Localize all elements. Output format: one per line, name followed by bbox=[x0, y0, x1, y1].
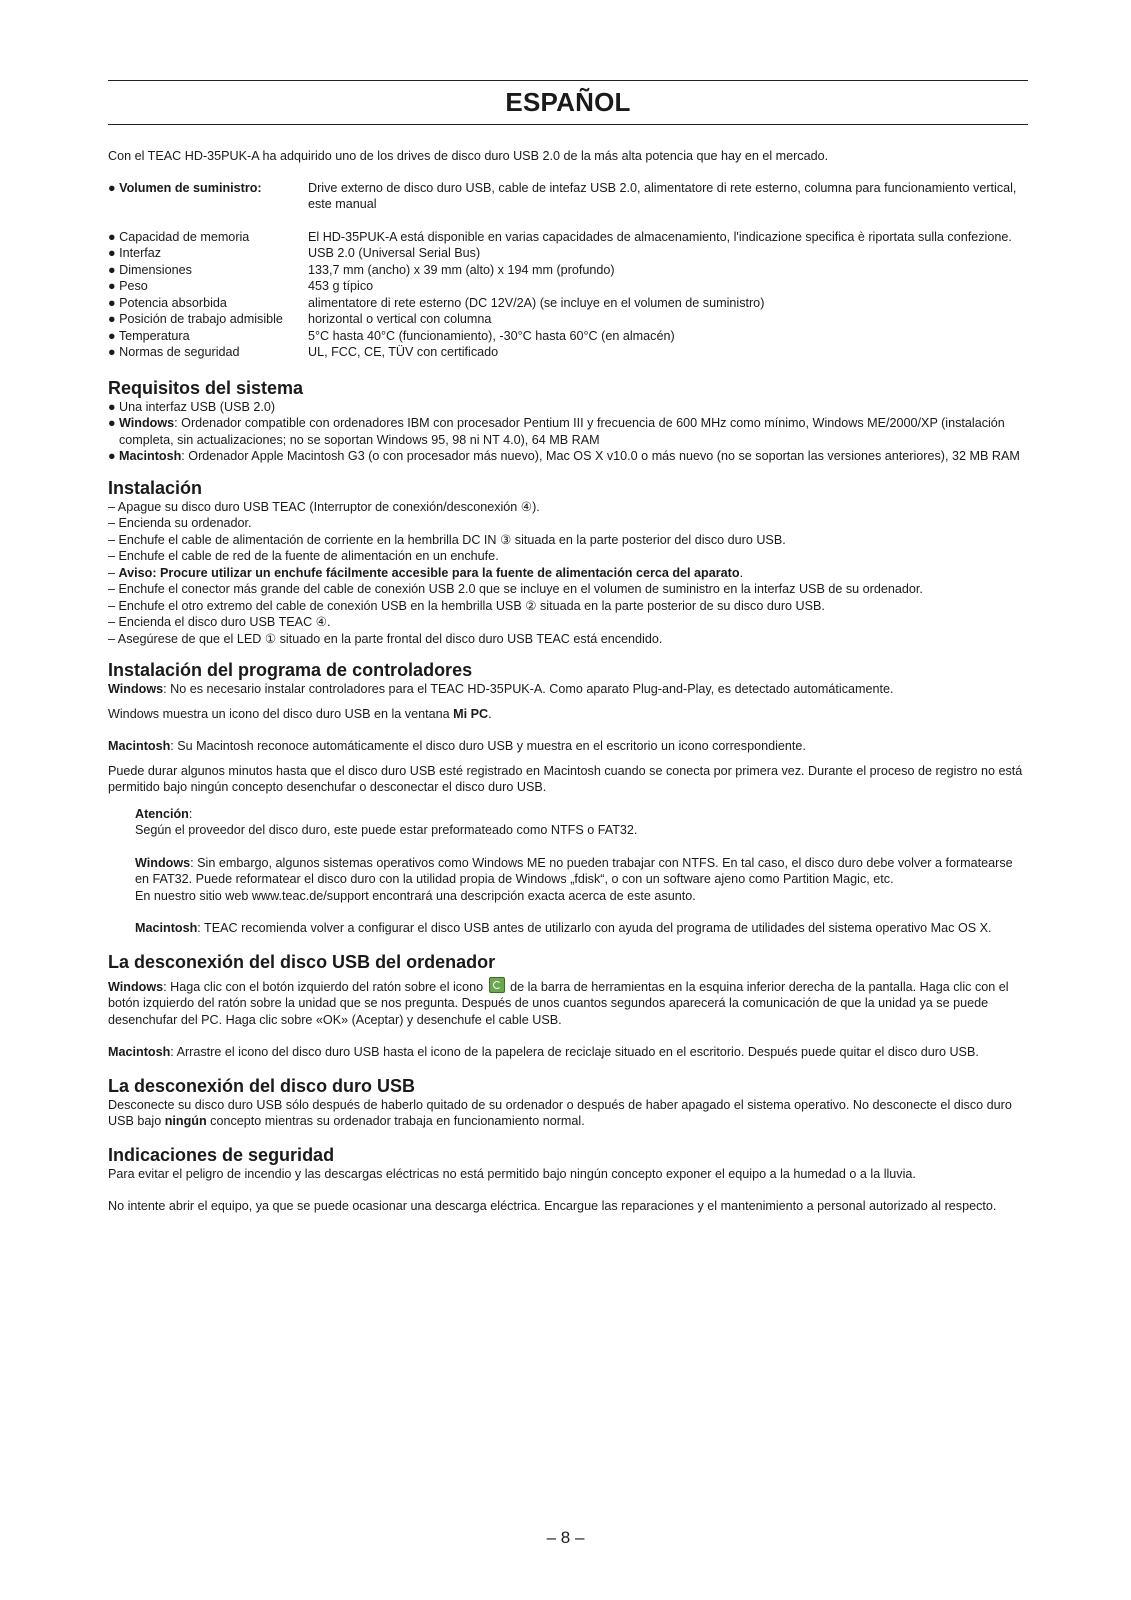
note-heading: Atención: bbox=[135, 806, 193, 821]
spec-label: ● Volumen de suministro: bbox=[108, 180, 262, 195]
spec-label: ● Peso bbox=[108, 279, 148, 293]
list-item: – Apague su disco duro USB TEAC (Interruptor de conexión/desconexión ④). bbox=[108, 499, 540, 514]
spec-row bbox=[108, 180, 1028, 213]
section-heading: Instalación del programa de controladores bbox=[108, 660, 473, 680]
paragraph: Windows muestra un icono del disco duro USB en la ventana Mi PC. bbox=[108, 706, 492, 721]
section-controladores bbox=[108, 659, 1028, 937]
page-number: – 8 – bbox=[546, 1528, 585, 1547]
section-requisitos bbox=[108, 377, 1028, 465]
paragraph: Windows: Sin embargo, algunos sistemas operativos como Windows ME no pueden trabajar con NTFS. En tal caso, el disco duro debe volver a formatearse en FAT32. Puede reformatear el disco duro con la utilidad propia de Windows „fdisk“, o con un software ajeno como Partition Magic, etc. bbox=[135, 855, 1013, 886]
spec-value: UL, FCC, CE, TÜV con certificado bbox=[308, 345, 499, 359]
page-content bbox=[108, 80, 1028, 1215]
list-item: – Enchufe el cable de red de la fuente de alimentación en un enchufe. bbox=[108, 549, 499, 563]
spec-row bbox=[108, 262, 1028, 279]
spec-value: alimentatore di rete esterno (DC 12V/2A) (se incluye en el volumen de suministro) bbox=[308, 295, 765, 310]
section-heading: Instalación bbox=[108, 477, 203, 498]
paragraph: Puede durar algunos minutos hasta que el disco duro USB esté registrado en Macintosh cuando se conecta por primera vez. Durante el proceso de registro no está permitido bajo ningún concepto desenchufar o desconectar el disco duro USB. bbox=[108, 763, 1023, 794]
paragraph: Windows: Haga clic con el botón izquierdo del ratón sobre el icono de la barra de herramientas en la esquina inferior derecha de la pantalla. Haga clic con el botón izquierdo del ratón sobre la unidad que se nos pregunta. Después de unos cuantos segundos aparecerá la comunicación de que la unidad ya se puede desenchufar del PC. Haga clic sobre «OK» (Aceptar) y desenchufe el cable USB. bbox=[108, 977, 1028, 1029]
spec-value: 5°C hasta 40°C (funcionamiento), -30°C hasta 60°C (en almacén) bbox=[308, 328, 675, 343]
spec-label: ● Temperatura bbox=[108, 328, 190, 343]
section-seguridad bbox=[108, 1144, 1028, 1215]
spec-value: 453 g típico bbox=[308, 279, 374, 293]
list-item: – Enchufe el conector más grande del cable de conexión USB 2.0 que se incluye en el volumen de suministro en la interfaz USB de su ordenador. bbox=[108, 582, 923, 596]
paragraph: Macintosh: TEAC recomienda volver a configurar el disco USB antes de utilizarlo con ayuda del programa de utilidades del sistema operativo Mac OS X. bbox=[135, 921, 992, 935]
spec-row bbox=[108, 344, 1028, 361]
list-item: – Asegúrese de que el LED ① situado en la parte frontal del disco duro USB TEAC está encendido. bbox=[108, 631, 663, 646]
paragraph: Según el proveedor del disco duro, este puede estar preformateado como NTFS o FAT32. bbox=[135, 823, 638, 837]
spec-value: USB 2.0 (Universal Serial Bus) bbox=[308, 246, 481, 260]
paragraph: Macintosh: Arrastre el icono del disco duro USB hasta el icono de la papelera de reciclaje situado en el escritorio. Después puede quitar el disco duro USB. bbox=[108, 1045, 979, 1059]
spec-row bbox=[108, 229, 1028, 246]
spec-row bbox=[108, 328, 1028, 345]
spec-value: Drive externo de disco duro USB, cable de intefaz USB 2.0, alimentatore di rete esterno, columna para funcionamiento vertical, este manual bbox=[308, 180, 1017, 211]
section-instalacion bbox=[108, 477, 1028, 648]
spec-label: ● Posición de trabajo admisible bbox=[108, 312, 283, 326]
spec-value: horizontal o vertical con columna bbox=[308, 312, 492, 326]
bullet-icon: ● bbox=[108, 399, 116, 414]
paragraph: No intente abrir el equipo, ya que se puede ocasionar una descarga eléctrica. Encargue las reparaciones y el mantenimiento a personal autorizado al respecto. bbox=[108, 1199, 997, 1213]
section-heading: Requisitos del sistema bbox=[108, 377, 304, 398]
section-desconexion bbox=[108, 951, 1028, 1061]
section-heading: Indicaciones de seguridad bbox=[108, 1144, 335, 1165]
spec-row bbox=[108, 311, 1028, 328]
note-block bbox=[135, 806, 1028, 937]
spec-label: ● Potencia absorbida bbox=[108, 295, 227, 310]
list-item: ● Macintosh: Ordenador Apple Macintosh G3 (o con procesador más nuevo), Mac OS X v10.0 o más nuevo (no se soportan las versiones anteriores), 32 MB RAM bbox=[108, 449, 1020, 463]
spec-row bbox=[108, 295, 1028, 312]
section-heading: La desconexión del disco duro USB bbox=[108, 1075, 416, 1096]
spec-value: 133,7 mm (ancho) x 39 mm (alto) x 194 mm (profundo) bbox=[308, 262, 615, 277]
intro-paragraph: Con el TEAC HD-35PUK-A ha adquirido uno de los drives de disco duro USB 2.0 de la más alta potencia que hay en el mercado. bbox=[108, 149, 829, 163]
spec-row bbox=[108, 278, 1028, 295]
list-item: – Enchufe el otro extremo del cable de conexión USB en la hembrilla USB ② situada en la parte posterior de su disco duro USB. bbox=[108, 598, 825, 613]
paragraph: En nuestro sitio web www.teac.de/support encontrará una descripción exacta acerca de este asunto. bbox=[135, 888, 696, 903]
bullet-icon: ● bbox=[108, 416, 116, 430]
spec-label: ● Normas de seguridad bbox=[108, 345, 240, 359]
bullet-icon: ● bbox=[108, 449, 116, 463]
section-desconexion-disco bbox=[108, 1075, 1028, 1130]
section-heading: La desconexión del disco USB del ordenador bbox=[108, 951, 496, 972]
list-item: – Enchufe el cable de alimentación de corriente en la hembrilla DC IN ③ situada en la parte posterior del disco duro USB. bbox=[108, 532, 786, 547]
spec-value: El HD-35PUK-A está disponible en varias capacidades de almacenamiento, l'indicazione specifica è riportata sulla confezione. bbox=[308, 229, 1012, 244]
paragraph: Desconecte su disco duro USB sólo después de haberlo quitado de su ordenador o después de haber apagado el sistema operativo. No desconecte el disco duro USB bajo ningún concepto mientras su ordenador trabaja en funcionamiento normal. bbox=[108, 1097, 1012, 1128]
paragraph: Para evitar el peligro de incendio y las descargas eléctricas no está permitido bajo ningún concepto exponer el equipo a la humedad o a la lluvia. bbox=[108, 1166, 916, 1181]
list-item: – Encienda el disco duro USB TEAC ④. bbox=[108, 615, 331, 629]
list-item: ● Una interfaz USB (USB 2.0) bbox=[108, 399, 276, 414]
list-item: ● Windows: Ordenador compatible con ordenadores IBM con procesador Pentium III y frecuencia de 600 MHz como mínimo, Windows ME/2000/XP (instalación completa, sin actualizaciones; no se soportan Windows 95, 98 ni NT 4.0), 64 MB RAM bbox=[108, 416, 1005, 447]
list-item: – Encienda su ordenador. bbox=[108, 516, 252, 530]
paragraph: Windows: No es necesario instalar controladores para el TEAC HD-35PUK-A. Como aparato Plug-and-Play, es detectado automáticamente. bbox=[108, 682, 894, 696]
spec-list bbox=[108, 180, 1028, 361]
warning-item: – Aviso: Procure utilizar un enchufe fácilmente accesible para la fuente de alimentación cerca del aparato. bbox=[108, 565, 744, 580]
page-title: ESPAÑOL bbox=[505, 87, 631, 118]
spec-label: ● Interfaz bbox=[108, 246, 162, 260]
spec-label: ● Capacidad de memoria bbox=[108, 229, 250, 244]
spec-label: ● Dimensiones bbox=[108, 262, 192, 277]
safely-remove-hardware-icon bbox=[489, 977, 505, 993]
title-block bbox=[108, 80, 1028, 125]
paragraph: Macintosh: Su Macintosh reconoce automáticamente el disco duro USB y muestra en el escritorio un icono correspondiente. bbox=[108, 739, 806, 753]
spec-row bbox=[108, 245, 1028, 262]
